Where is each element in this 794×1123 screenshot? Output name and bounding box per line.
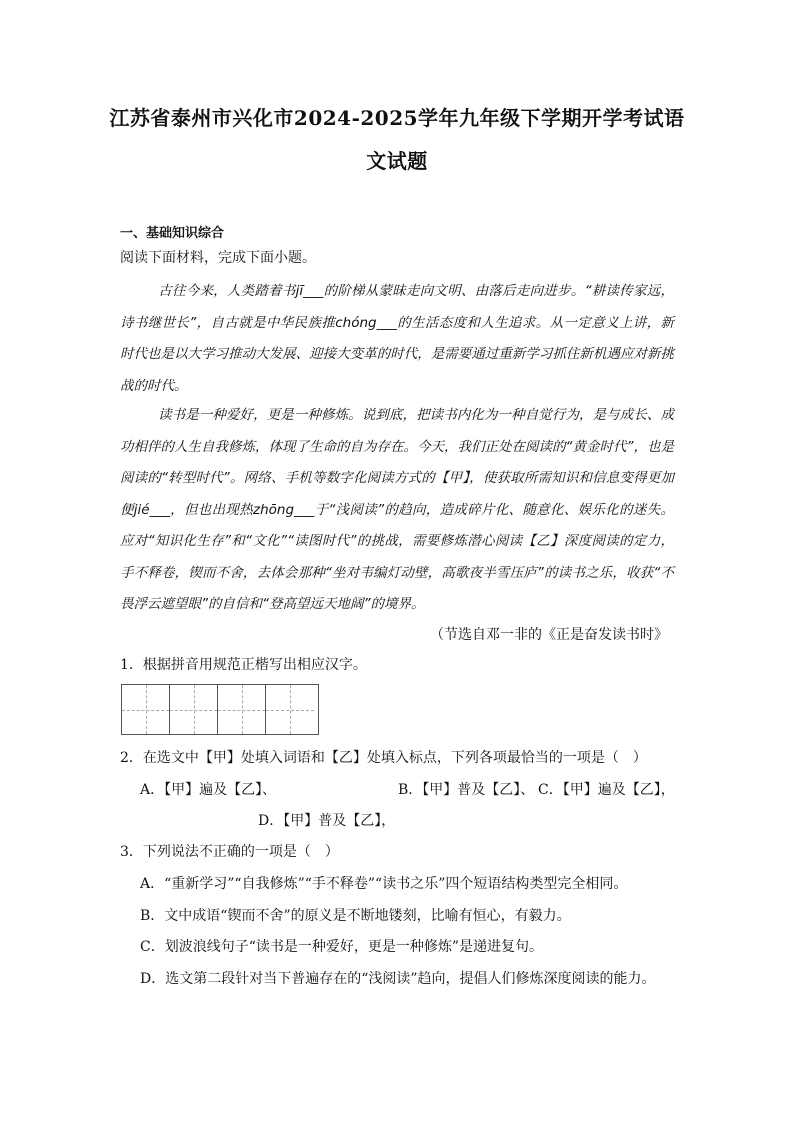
question-3-option-d[interactable]: D．选文第二段针对当下普遍存在的“浅阅读”趋向，提倡人们修炼深度阅读的能力。 [140, 971, 656, 987]
answer-cell[interactable] [218, 685, 266, 734]
question-2-option-b[interactable]: B．【甲】普及【乙】、 [398, 782, 535, 798]
answer-cell[interactable] [170, 685, 218, 734]
question-3-option-b[interactable]: B．文中成语“锲而不舍”的原义是不断地镂刻，比喻有恒心，有毅力。 [140, 908, 571, 924]
question-3-option-c[interactable]: C．划波浪线句子“读书是一种爱好，更是一种修炼”是递进复句。 [140, 939, 544, 955]
passage-paragraph-2-text: 读书是一种爱好，更是一种修炼。说到底，把读书内化为一种自觉行为，是与成长、成功相伴的人生自我修炼，体现了生命的自为存在。今天，我们正处在阅读的“黄金时代”，也是阅读的“转型时代”。网络、手机等数字化阅读方式的【甲】，使获取所需知识和信息变得更加便jié___，但也出现热zhōng___于“浅阅读”的趋向，造成碎片化、随意化、娱乐化的迷失。应对“知识化生存”和“文化”“读图时代”的挑战，需要修炼潜心阅读【乙】深度阅读的定力，手不释卷，锲而不舍，去体会那种“坐对韦编灯动壁，高歌夜半雪压庐”的读书之乐，收获“不畏浮云遮望眼”的自信和“登高望远天地阔”的境界。 [120, 407, 674, 612]
answer-cell[interactable] [266, 685, 314, 734]
document-title-line1: 江苏省泰州市兴化市2024-2025学年九年级下学期开学考试语 [109, 106, 685, 130]
passage-source: （节选自邓一非的《正是奋发读书时》 [430, 627, 668, 643]
answer-grid[interactable] [121, 684, 319, 735]
passage-paragraph-2 [120, 400, 674, 621]
answer-cell[interactable] [122, 685, 170, 734]
question-2-option-a[interactable]: A．【甲】遍及【乙】、 [140, 782, 277, 798]
section-heading: 一、基础知识综合 [120, 226, 225, 241]
question-2-option-c[interactable]: C．【甲】遍及【乙】， [538, 782, 675, 798]
document-title-line2: 文试题 [366, 149, 428, 173]
question-2-option-d[interactable]: D．【甲】普及【乙】， [258, 813, 396, 829]
reading-instruction: 阅读下面材料，完成下面小题。 [120, 250, 316, 266]
question-2-stem: 2．在选文中【甲】处填入词语和【乙】处填入标点，下列各项最恰当的一项是（ ） [120, 750, 647, 766]
question-3-stem: 3．下列说法不正确的一项是（ ） [120, 844, 339, 860]
passage-paragraph-1 [120, 276, 674, 402]
question-3-option-a[interactable]: A．“重新学习”“自我修炼”“手不释卷”“读书之乐”四个短语结构类型完全相同。 [140, 876, 628, 892]
question-1-stem: 1．根据拼音用规范正楷写出相应汉字。 [120, 657, 367, 673]
passage-paragraph-1-text: 古往今来，人类踏着书jī___的阶梯从蒙昧走向文明、由落后走向进步。“耕读传家远，诗书继世长”，自古就是中华民族推chóng___的生活态度和人生追求。从一定意义上讲，新时代也是以大学习推动大发展、迎接大变革的时代，是需要通过重新学习抓住新机遇应对新挑战的时代。 [120, 283, 674, 394]
